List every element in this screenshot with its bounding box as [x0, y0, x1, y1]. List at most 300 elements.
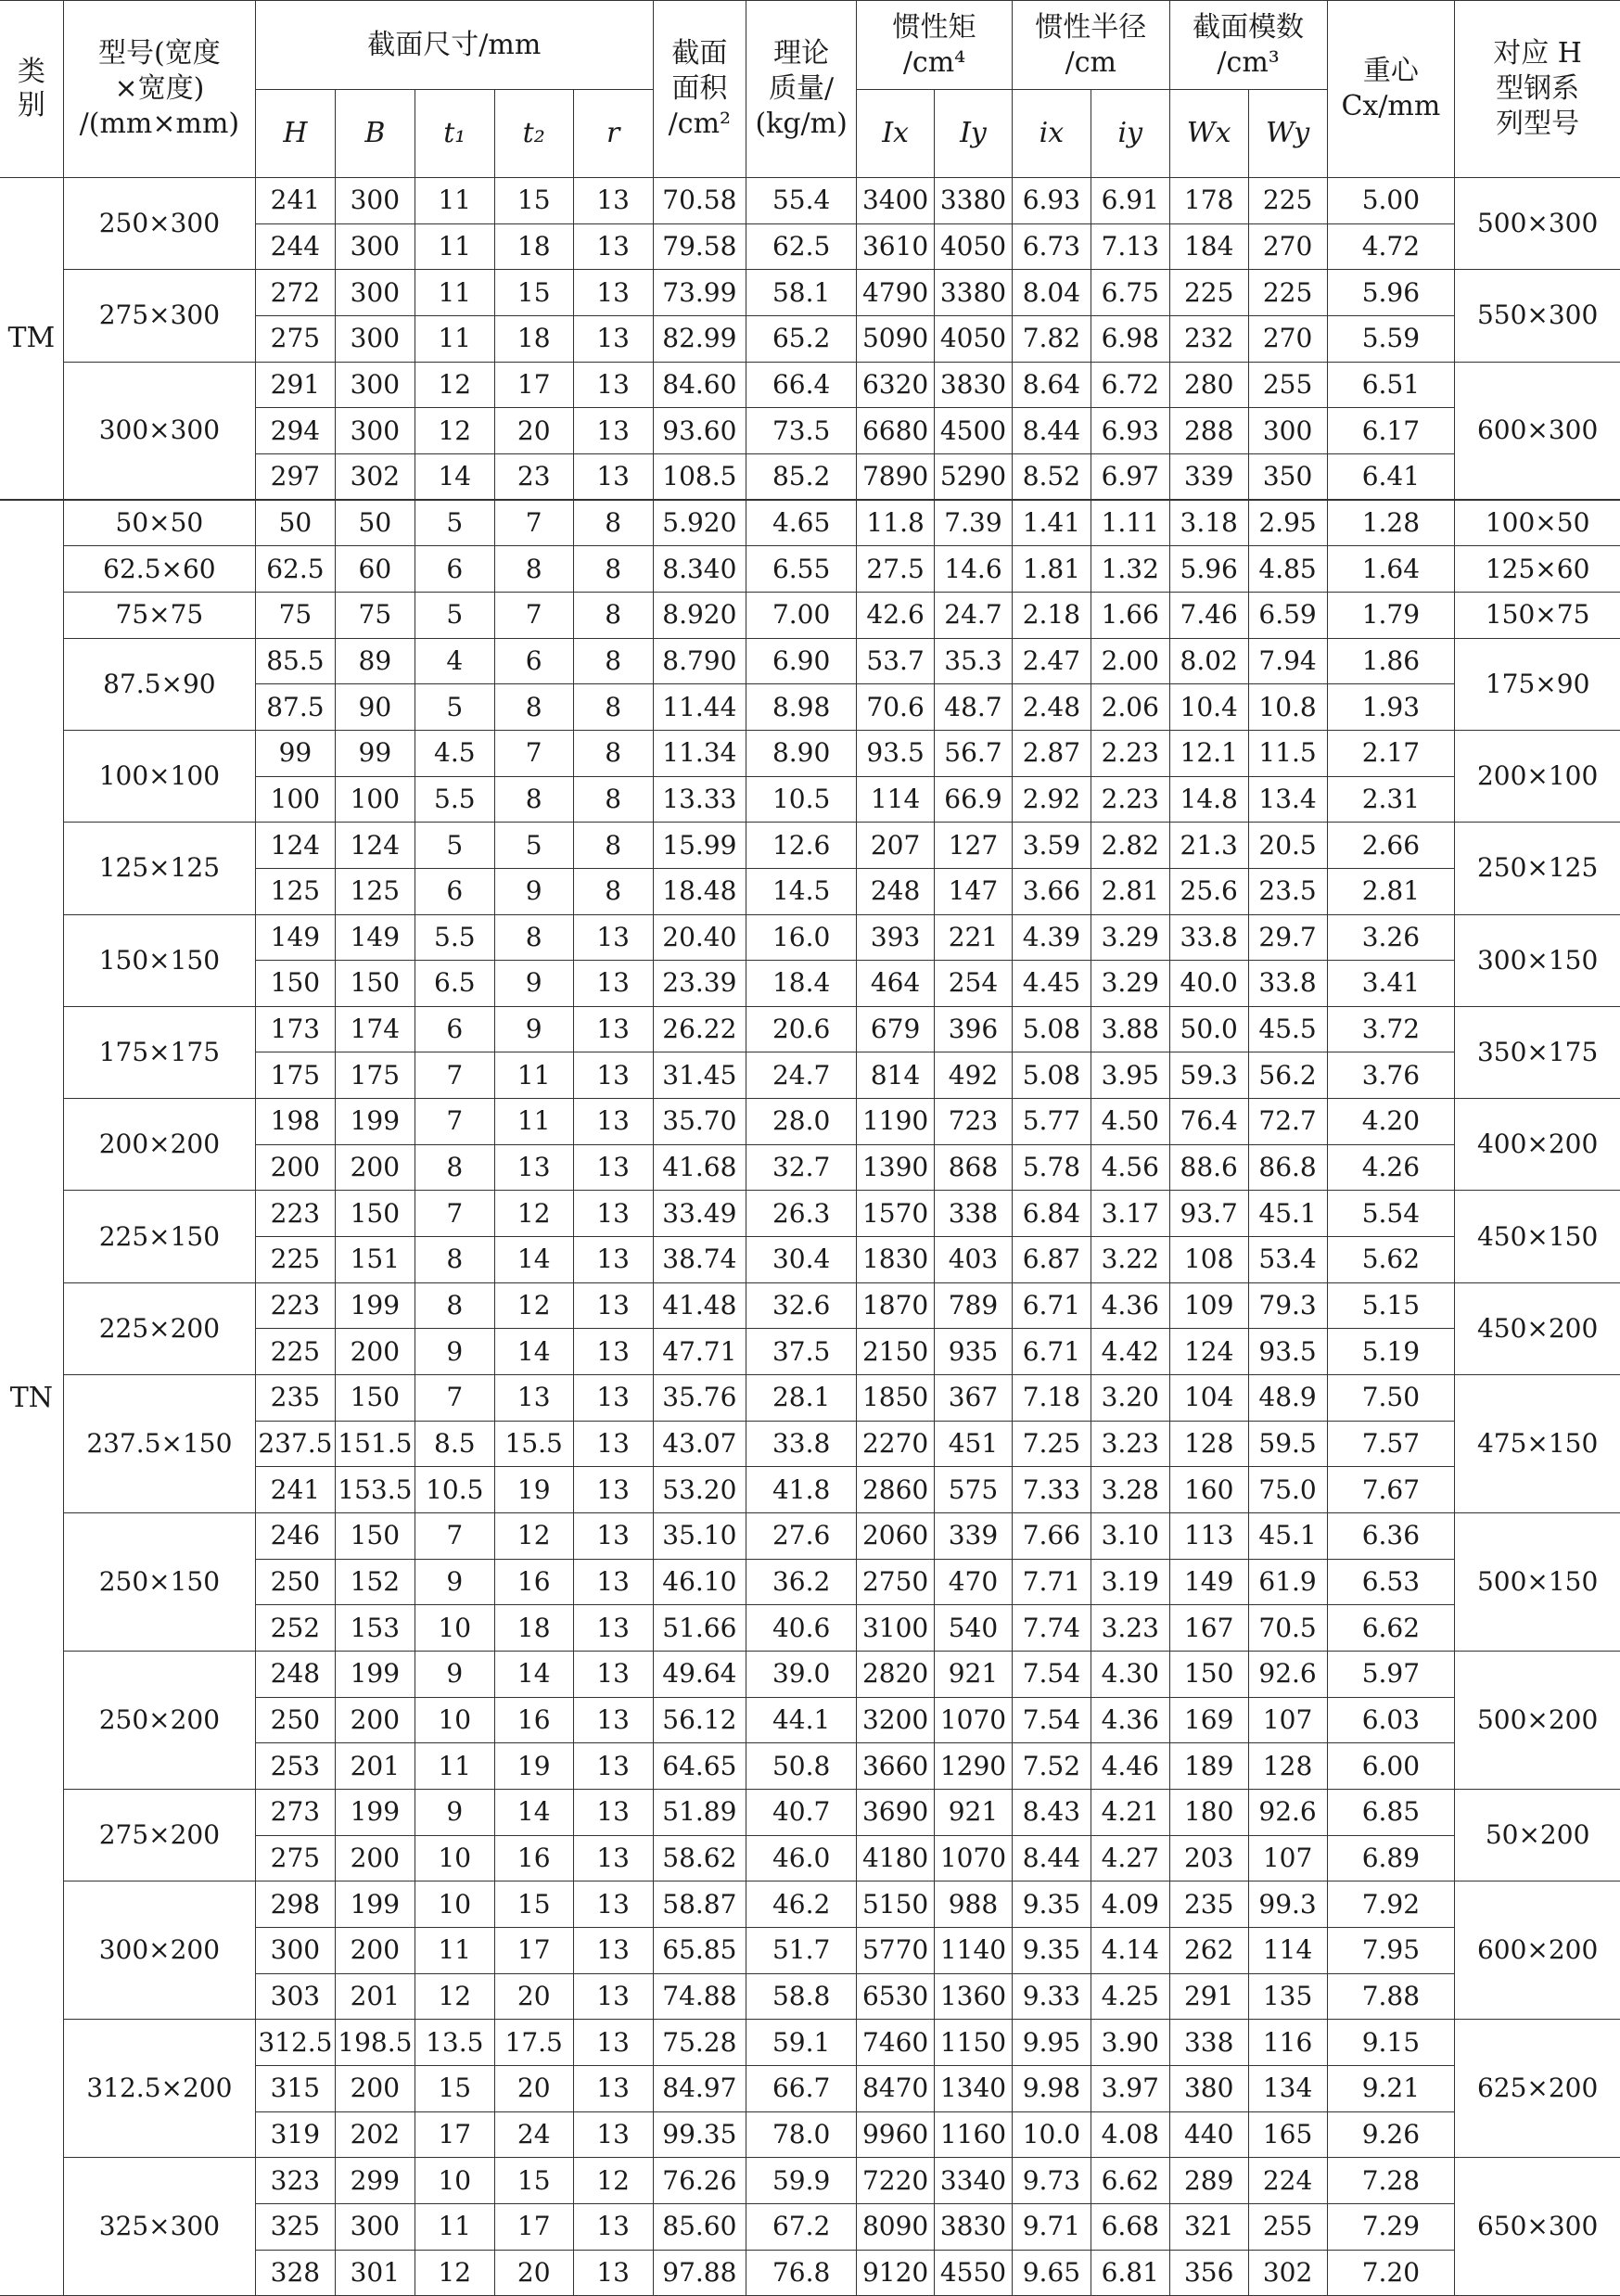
- value-cell: 49.64: [653, 1652, 746, 1698]
- value-cell: 5.5: [415, 914, 494, 961]
- model-cell: 175×175: [63, 1006, 255, 1098]
- value-cell: 3400: [857, 178, 935, 224]
- header-radius-text: 惯性半径 /cm: [1035, 10, 1147, 79]
- value-cell: 7: [494, 500, 573, 546]
- value-cell: 1.64: [1327, 546, 1455, 593]
- value-cell: 7.57: [1327, 1421, 1455, 1467]
- value-cell: 33.8: [1169, 914, 1248, 961]
- value-cell: 113: [1169, 1513, 1248, 1560]
- value-cell: 20: [494, 2250, 573, 2296]
- value-cell: 60: [335, 546, 415, 593]
- value-cell: 440: [1169, 2111, 1248, 2158]
- h-series-cell: 625×200: [1455, 2020, 1620, 2158]
- value-cell: 300: [335, 362, 415, 408]
- value-cell: 79.3: [1248, 1282, 1327, 1329]
- value-cell: 224: [1248, 2158, 1327, 2204]
- value-cell: 66.4: [746, 362, 857, 408]
- value-cell: 10.5: [415, 1467, 494, 1513]
- value-cell: 23.39: [653, 961, 746, 1007]
- value-cell: 14: [415, 453, 494, 500]
- value-cell: 7.71: [1012, 1559, 1091, 1605]
- model-cell: 62.5×60: [63, 546, 255, 593]
- value-cell: 288: [1169, 408, 1248, 454]
- value-cell: 5: [415, 823, 494, 869]
- value-cell: 7.88: [1327, 1973, 1455, 2020]
- model-cell: 225×200: [63, 1282, 255, 1374]
- value-cell: 27.5: [857, 546, 935, 593]
- model-cell: 125×125: [63, 823, 255, 914]
- table-row: [0, 1513, 1620, 1560]
- value-cell: 9.73: [1012, 2158, 1091, 2204]
- value-cell: 56.2: [1248, 1052, 1327, 1099]
- value-cell: 167: [1169, 1605, 1248, 1652]
- value-cell: 8: [573, 500, 653, 546]
- value-cell: 76.4: [1169, 1099, 1248, 1145]
- value-cell: 6.98: [1091, 315, 1169, 362]
- value-cell: 50: [255, 500, 335, 546]
- value-cell: 13: [573, 1421, 653, 1467]
- value-cell: 3.18: [1169, 500, 1248, 546]
- value-cell: 8: [573, 638, 653, 684]
- value-cell: 78.0: [746, 2111, 857, 2158]
- value-cell: 7: [415, 1099, 494, 1145]
- header-category: [0, 1, 63, 178]
- value-cell: 2.00: [1091, 638, 1169, 684]
- value-cell: 32.7: [746, 1144, 857, 1191]
- value-cell: 10: [415, 2158, 494, 2204]
- value-cell: 13: [573, 362, 653, 408]
- table-row: [0, 730, 1620, 776]
- value-cell: 6.68: [1091, 2203, 1169, 2250]
- value-cell: 15: [415, 2065, 494, 2111]
- value-cell: 3380: [935, 178, 1013, 224]
- value-cell: 44.1: [746, 1697, 857, 1743]
- value-cell: 14.8: [1169, 776, 1248, 823]
- value-cell: 18: [494, 315, 573, 362]
- value-cell: 99.35: [653, 2111, 746, 2158]
- value-cell: 7: [415, 1052, 494, 1099]
- value-cell: 338: [935, 1191, 1013, 1237]
- value-cell: 7.66: [1012, 1513, 1091, 1560]
- value-cell: 207: [857, 823, 935, 869]
- value-cell: 13: [573, 2203, 653, 2250]
- value-cell: 3.23: [1091, 1605, 1169, 1652]
- value-cell: 26.3: [746, 1191, 857, 1237]
- value-cell: 92.6: [1248, 1652, 1327, 1698]
- value-cell: 20.5: [1248, 823, 1327, 869]
- value-cell: 9.26: [1327, 2111, 1455, 2158]
- value-cell: 10.4: [1169, 684, 1248, 731]
- value-cell: 11.44: [653, 684, 746, 731]
- value-cell: 9.71: [1012, 2203, 1091, 2250]
- value-cell: 76.26: [653, 2158, 746, 2204]
- value-cell: 3.20: [1091, 1375, 1169, 1422]
- value-cell: 12: [415, 408, 494, 454]
- value-cell: 199: [335, 1881, 415, 1928]
- value-cell: 4.08: [1091, 2111, 1169, 2158]
- header-centroid: [1327, 1, 1455, 178]
- value-cell: 200: [335, 1835, 415, 1881]
- value-cell: 32.6: [746, 1282, 857, 1329]
- model-cell: 250×300: [63, 178, 255, 270]
- value-cell: 6.71: [1012, 1329, 1091, 1375]
- value-cell: 4.42: [1091, 1329, 1169, 1375]
- value-cell: 160: [1169, 1467, 1248, 1513]
- value-cell: 92.6: [1248, 1789, 1327, 1835]
- subheader-t1: t₁: [415, 90, 494, 178]
- value-cell: 7.13: [1091, 223, 1169, 270]
- value-cell: 41.68: [653, 1144, 746, 1191]
- value-cell: 2.81: [1091, 868, 1169, 914]
- h-series-cell: 50×200: [1455, 1789, 1620, 1881]
- value-cell: 3.41: [1327, 961, 1455, 1007]
- value-cell: 39.0: [746, 1652, 857, 1698]
- value-cell: 8: [494, 776, 573, 823]
- value-cell: 8: [573, 684, 653, 731]
- h-series-cell: 150×75: [1455, 592, 1620, 638]
- value-cell: 2.06: [1091, 684, 1169, 731]
- value-cell: 51.7: [746, 1927, 857, 1973]
- value-cell: 79.58: [653, 223, 746, 270]
- value-cell: 153.5: [335, 1467, 415, 1513]
- h-series-cell: 100×50: [1455, 500, 1620, 546]
- value-cell: 3660: [857, 1743, 935, 1790]
- value-cell: 51.66: [653, 1605, 746, 1652]
- subheader-ix: ix: [1012, 90, 1091, 178]
- value-cell: 3690: [857, 1789, 935, 1835]
- value-cell: 6.62: [1327, 1605, 1455, 1652]
- subheader-Wy: Wy: [1248, 90, 1327, 178]
- value-cell: 262: [1169, 1927, 1248, 1973]
- value-cell: 13.4: [1248, 776, 1327, 823]
- value-cell: 13: [573, 408, 653, 454]
- value-cell: 24.7: [935, 592, 1013, 638]
- value-cell: 868: [935, 1144, 1013, 1191]
- value-cell: 9: [415, 1652, 494, 1698]
- value-cell: 29.7: [1248, 914, 1327, 961]
- value-cell: 124: [255, 823, 335, 869]
- h-series-cell: 475×150: [1455, 1375, 1620, 1513]
- value-cell: 6.90: [746, 638, 857, 684]
- value-cell: 8090: [857, 2203, 935, 2250]
- model-cell: 237.5×150: [63, 1375, 255, 1513]
- value-cell: 1.93: [1327, 684, 1455, 731]
- value-cell: 6.93: [1012, 178, 1091, 224]
- value-cell: 6.73: [1012, 223, 1091, 270]
- value-cell: 151: [335, 1237, 415, 1283]
- value-cell: 10.8: [1248, 684, 1327, 731]
- value-cell: 9960: [857, 2111, 935, 2158]
- value-cell: 31.45: [653, 1052, 746, 1099]
- value-cell: 4550: [935, 2250, 1013, 2296]
- value-cell: 9.95: [1012, 2020, 1091, 2066]
- value-cell: 1290: [935, 1743, 1013, 1790]
- value-cell: 5.00: [1327, 178, 1455, 224]
- value-cell: 17: [494, 1927, 573, 1973]
- value-cell: 1140: [935, 1927, 1013, 1973]
- value-cell: 225: [255, 1329, 335, 1375]
- value-cell: 300: [335, 2203, 415, 2250]
- value-cell: 7.52: [1012, 1743, 1091, 1790]
- value-cell: 200: [335, 1329, 415, 1375]
- table-row: [0, 1099, 1620, 1145]
- value-cell: 13: [573, 1052, 653, 1099]
- value-cell: 5: [415, 500, 494, 546]
- value-cell: 150: [335, 1513, 415, 1560]
- value-cell: 1070: [935, 1697, 1013, 1743]
- value-cell: 40.6: [746, 1605, 857, 1652]
- value-cell: 11: [415, 270, 494, 316]
- value-cell: 3.95: [1091, 1052, 1169, 1099]
- value-cell: 30.4: [746, 1237, 857, 1283]
- value-cell: 9: [415, 1329, 494, 1375]
- value-cell: 254: [935, 961, 1013, 1007]
- value-cell: 2060: [857, 1513, 935, 1560]
- value-cell: 25.6: [1169, 868, 1248, 914]
- value-cell: 100: [255, 776, 335, 823]
- value-cell: 2.95: [1248, 500, 1327, 546]
- value-cell: 11.5: [1248, 730, 1327, 776]
- value-cell: 294: [255, 408, 335, 454]
- value-cell: 66.9: [935, 776, 1013, 823]
- value-cell: 13: [573, 1973, 653, 2020]
- value-cell: 45.5: [1248, 1006, 1327, 1052]
- header-inertia: [857, 1, 1013, 90]
- value-cell: 300: [335, 408, 415, 454]
- value-cell: 14: [494, 1652, 573, 1698]
- model-cell: 87.5×90: [63, 638, 255, 730]
- value-cell: 15: [494, 2158, 573, 2204]
- h-series-cell: 250×125: [1455, 823, 1620, 914]
- table-body: [0, 178, 1620, 2296]
- value-cell: 93.7: [1169, 1191, 1248, 1237]
- value-cell: 46.0: [746, 1835, 857, 1881]
- value-cell: 8.04: [1012, 270, 1091, 316]
- value-cell: 184: [1169, 223, 1248, 270]
- header-h-series-text: 对应 H 型钢系 列型号: [1493, 37, 1582, 140]
- table-row: [0, 1881, 1620, 1928]
- value-cell: 1390: [857, 1144, 935, 1191]
- value-cell: 127: [935, 823, 1013, 869]
- value-cell: 17: [415, 2111, 494, 2158]
- value-cell: 13: [573, 1144, 653, 1191]
- value-cell: 45.1: [1248, 1191, 1327, 1237]
- value-cell: 93.60: [653, 408, 746, 454]
- value-cell: 252: [255, 1605, 335, 1652]
- value-cell: 6.85: [1327, 1789, 1455, 1835]
- value-cell: 43.07: [653, 1421, 746, 1467]
- value-cell: 53.7: [857, 638, 935, 684]
- value-cell: 921: [935, 1789, 1013, 1835]
- value-cell: 1570: [857, 1191, 935, 1237]
- table-row: [0, 823, 1620, 869]
- value-cell: 323: [255, 2158, 335, 2204]
- value-cell: 107: [1248, 1835, 1327, 1881]
- value-cell: 48.9: [1248, 1375, 1327, 1422]
- value-cell: 270: [1248, 223, 1327, 270]
- value-cell: 4500: [935, 408, 1013, 454]
- value-cell: 7: [415, 1191, 494, 1237]
- value-cell: 50.0: [1169, 1006, 1248, 1052]
- h-series-cell: 450×150: [1455, 1191, 1620, 1282]
- value-cell: 9120: [857, 2250, 935, 2296]
- value-cell: 14: [494, 1789, 573, 1835]
- value-cell: 2.82: [1091, 823, 1169, 869]
- value-cell: 20.6: [746, 1006, 857, 1052]
- value-cell: 61.9: [1248, 1559, 1327, 1605]
- value-cell: 9.35: [1012, 1927, 1091, 1973]
- category-cell: TN: [0, 500, 63, 2296]
- value-cell: 4050: [935, 315, 1013, 362]
- value-cell: 5.59: [1327, 315, 1455, 362]
- value-cell: 464: [857, 961, 935, 1007]
- value-cell: 23.5: [1248, 868, 1327, 914]
- value-cell: 2.81: [1327, 868, 1455, 914]
- value-cell: 201: [335, 1743, 415, 1790]
- value-cell: 8.920: [653, 592, 746, 638]
- value-cell: 75: [255, 592, 335, 638]
- value-cell: 8.90: [746, 730, 857, 776]
- value-cell: 6: [415, 546, 494, 593]
- value-cell: 4.14: [1091, 1927, 1169, 1973]
- value-cell: 13: [573, 1282, 653, 1329]
- value-cell: 8: [494, 914, 573, 961]
- value-cell: 3.88: [1091, 1006, 1169, 1052]
- value-cell: 302: [335, 453, 415, 500]
- value-cell: 8.64: [1012, 362, 1091, 408]
- value-cell: 87.5: [255, 684, 335, 731]
- value-cell: 5.920: [653, 500, 746, 546]
- value-cell: 275: [255, 1835, 335, 1881]
- value-cell: 13.33: [653, 776, 746, 823]
- value-cell: 16: [494, 1697, 573, 1743]
- value-cell: 26.22: [653, 1006, 746, 1052]
- value-cell: 250: [255, 1559, 335, 1605]
- value-cell: 41.8: [746, 1467, 857, 1513]
- value-cell: 299: [335, 2158, 415, 2204]
- value-cell: 16.0: [746, 914, 857, 961]
- value-cell: 248: [857, 868, 935, 914]
- value-cell: 2.66: [1327, 823, 1455, 869]
- value-cell: 14.6: [935, 546, 1013, 593]
- value-cell: 8.340: [653, 546, 746, 593]
- value-cell: 6: [415, 1006, 494, 1052]
- value-cell: 97.88: [653, 2250, 746, 2296]
- value-cell: 338: [1169, 2020, 1248, 2066]
- value-cell: 3.90: [1091, 2020, 1169, 2066]
- value-cell: 350: [1248, 453, 1327, 500]
- value-cell: 300: [335, 178, 415, 224]
- header-mass: [746, 1, 857, 178]
- value-cell: 178: [1169, 178, 1248, 224]
- h-series-cell: 500×300: [1455, 178, 1620, 270]
- value-cell: 152: [335, 1559, 415, 1605]
- value-cell: 13: [573, 2065, 653, 2111]
- table-row: [0, 546, 1620, 593]
- value-cell: 7.25: [1012, 1421, 1091, 1467]
- value-cell: 9.65: [1012, 2250, 1091, 2296]
- value-cell: 935: [935, 1329, 1013, 1375]
- value-cell: 451: [935, 1421, 1013, 1467]
- value-cell: 24: [494, 2111, 573, 2158]
- value-cell: 5.97: [1327, 1652, 1455, 1698]
- value-cell: 165: [1248, 2111, 1327, 2158]
- value-cell: 273: [255, 1789, 335, 1835]
- value-cell: 2.92: [1012, 776, 1091, 823]
- value-cell: 225: [255, 1237, 335, 1283]
- value-cell: 5.08: [1012, 1052, 1091, 1099]
- value-cell: 6: [494, 638, 573, 684]
- value-cell: 367: [935, 1375, 1013, 1422]
- value-cell: 128: [1169, 1421, 1248, 1467]
- value-cell: 1.32: [1091, 546, 1169, 593]
- value-cell: 147: [935, 868, 1013, 914]
- value-cell: 280: [1169, 362, 1248, 408]
- value-cell: 134: [1248, 2065, 1327, 2111]
- value-cell: 199: [335, 1789, 415, 1835]
- value-cell: 18: [494, 1605, 573, 1652]
- value-cell: 9: [415, 1559, 494, 1605]
- value-cell: 4.50: [1091, 1099, 1169, 1145]
- value-cell: 107: [1248, 1697, 1327, 1743]
- h-series-cell: 500×150: [1455, 1513, 1620, 1652]
- value-cell: 223: [255, 1191, 335, 1237]
- value-cell: 244: [255, 223, 335, 270]
- model-cell: 275×300: [63, 270, 255, 362]
- value-cell: 5.96: [1169, 546, 1248, 593]
- value-cell: 150: [335, 1375, 415, 1422]
- model-cell: 300×300: [63, 362, 255, 500]
- value-cell: 5.15: [1327, 1282, 1455, 1329]
- value-cell: 7: [494, 730, 573, 776]
- value-cell: 13: [573, 223, 653, 270]
- value-cell: 169: [1169, 1697, 1248, 1743]
- value-cell: 59.9: [746, 2158, 857, 2204]
- value-cell: 62.5: [255, 546, 335, 593]
- value-cell: 13: [573, 2111, 653, 2158]
- value-cell: 200: [335, 1927, 415, 1973]
- value-cell: 225: [1248, 270, 1327, 316]
- value-cell: 312.5: [255, 2020, 335, 2066]
- value-cell: 6.93: [1091, 408, 1169, 454]
- table-row: [0, 178, 1620, 224]
- value-cell: 13: [573, 1927, 653, 1973]
- value-cell: 302: [1248, 2250, 1327, 2296]
- value-cell: 116: [1248, 2020, 1327, 2066]
- model-cell: 325×300: [63, 2158, 255, 2296]
- value-cell: 2.87: [1012, 730, 1091, 776]
- header-centroid-text: 重心 Cx/mm: [1341, 55, 1441, 122]
- table-row: [0, 1789, 1620, 1835]
- value-cell: 575: [935, 1467, 1013, 1513]
- value-cell: 3.66: [1012, 868, 1091, 914]
- value-cell: 99: [255, 730, 335, 776]
- value-cell: 35.76: [653, 1375, 746, 1422]
- value-cell: 66.7: [746, 2065, 857, 2111]
- value-cell: 203: [1169, 1835, 1248, 1881]
- value-cell: 46.2: [746, 1881, 857, 1928]
- value-cell: 18.4: [746, 961, 857, 1007]
- h-series-cell: 400×200: [1455, 1099, 1620, 1191]
- table-row: [0, 2020, 1620, 2066]
- value-cell: 6.87: [1012, 1237, 1091, 1283]
- value-cell: 6680: [857, 408, 935, 454]
- value-cell: 8: [415, 1282, 494, 1329]
- value-cell: 99.3: [1248, 1881, 1327, 1928]
- value-cell: 5.62: [1327, 1237, 1455, 1283]
- value-cell: 6530: [857, 1973, 935, 2020]
- value-cell: 17.5: [494, 2020, 573, 2066]
